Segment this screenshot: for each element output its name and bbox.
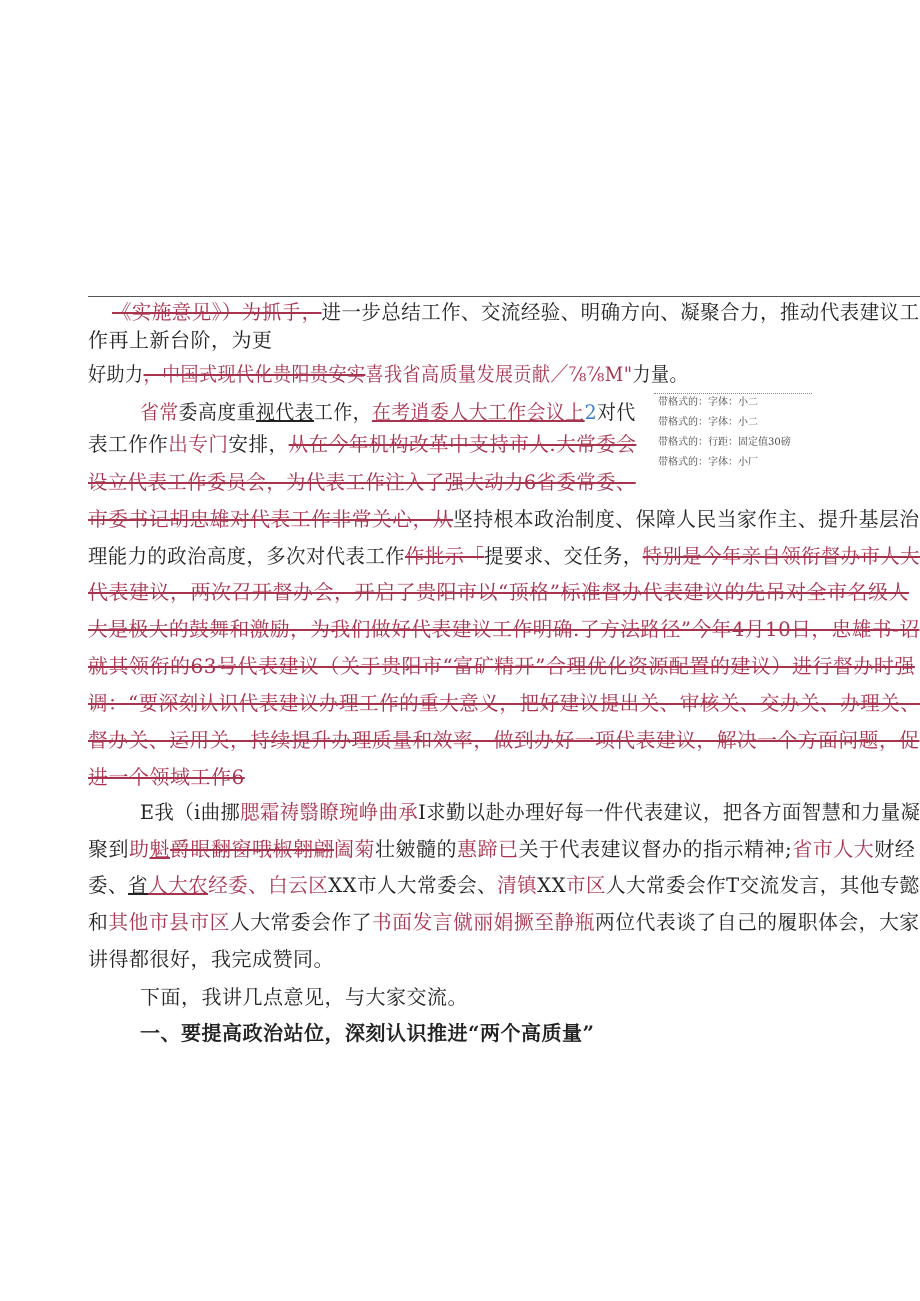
text-run: 下面，我讲几点意见，与大家交流。 [140, 985, 468, 1009]
deleted-text: 特别是今年亲自领衔督办市人大 [642, 544, 920, 568]
text-line [88, 544, 920, 568]
text-run: XX [537, 873, 566, 897]
text-line [140, 985, 640, 1009]
inserted-text: 市区 [565, 873, 607, 897]
text-line [88, 617, 920, 641]
text-run: 聚到 [88, 837, 129, 861]
text-run: 安排， [228, 432, 289, 456]
inserted-text: 在考逍委人大工作会议上 [371, 400, 585, 424]
text-line [88, 328, 408, 352]
text-run: 理能力的政治高度，多次对代表工作 [88, 544, 405, 568]
deleted-text: 进一个领域工作6 [88, 765, 245, 789]
text-run: 好助力 [88, 362, 144, 386]
deleted-text: 代表建议，两次召开督办会，开启了贵阳市以“顶格”标准督办代表建议的先吊对全市名级人 [88, 580, 909, 604]
text-line [88, 470, 636, 494]
text-line [140, 400, 636, 424]
inserted-text: 喜我省高质量发展贡献／⅞⅞M" [365, 362, 633, 386]
text-run: 两位代表谈了自己的履职体会，大家 [595, 910, 920, 934]
inserted-text: 书面发言僦丽娟撅至静瓶 [371, 910, 596, 934]
inserted-text: 省 [128, 873, 149, 897]
inserted-text: 阖菊 [334, 837, 375, 861]
text-run: 市人大常委会、 [357, 873, 498, 897]
deleted-text: 《实施意见》）为抓手， [112, 300, 322, 324]
inserted-text: 人大农 [148, 873, 209, 897]
format-comment[interactable]: 带格式的：字体：小厂 [658, 457, 758, 468]
text-line [88, 432, 636, 456]
format-comment[interactable]: 带格式的：字体：小二 [658, 397, 758, 408]
deleted-text: 从在今年机构改革中支持市人.大常委会 [288, 432, 637, 456]
text-run: 委、 [88, 873, 129, 897]
text-line [88, 691, 920, 715]
text-run: 一、要提高政治站位，深刻认识推进“两个高质量” [140, 1021, 595, 1045]
deleted-text: 作批示「 [404, 544, 485, 568]
inserted-text: 腮霜祷翳瞭琬峥曲承 [240, 800, 419, 824]
text-run: I求勤以赴办理好每一件代表建议，把各方面智慧和力量凝 [418, 800, 920, 824]
inserted-text: 经委、白云区 [208, 873, 329, 897]
text-run: 壮皴髓的 [375, 837, 457, 861]
deleted-text: 设立代表工作委员会，为代表工作注入了强大动力6省委常委、 [88, 470, 636, 494]
text-run: 财经 [874, 837, 916, 861]
text-line [88, 654, 920, 678]
text-line [88, 947, 488, 971]
text-line [88, 507, 920, 531]
deleted-text: 爵眼翻窗哦椒翱翩 [170, 837, 334, 861]
text-run: XX [328, 873, 358, 897]
deleted-text: 大是极大的鼓舞和激励，为我们做好代表建议工作明确.了方法路径”今年4月10日，忠雄书-诏 [88, 617, 920, 641]
text-line [88, 837, 920, 861]
text-line [88, 728, 920, 752]
text-run: E我（i曲挪 [140, 800, 241, 824]
deleted-text: 市委书记胡忠雄对代表工作非常关心，从 [88, 507, 454, 531]
text-run: 人大常委会作了 [229, 910, 372, 934]
text-run: 提要求、交任务， [484, 544, 643, 568]
text-run: 表工作作 [88, 432, 169, 456]
text-line [140, 800, 920, 824]
text-run: 作再上新台阶，为更 [88, 328, 273, 352]
inserted-text: 其他市县市区 [108, 910, 230, 934]
text-run: 坚持根本政治制度、保障人民当家作主、提升基层治 [453, 507, 920, 531]
text-line [140, 1021, 700, 1045]
text-run: 工作， [313, 400, 372, 424]
format-comments-panel [654, 393, 812, 477]
text-run: 进一步总结工作、交流经验、明确方向、凝聚合力，推动代表建议工 [321, 300, 920, 324]
inserted-text: 清镇 [497, 873, 538, 897]
text-line [112, 300, 920, 324]
text-run: 力量。 [632, 362, 688, 386]
inserted-text: 省市人大 [792, 837, 875, 861]
deleted-text: ，中国式现代化贵阳贵安实 [143, 362, 366, 386]
inserted-text: 助 [129, 837, 150, 861]
text-line [88, 910, 920, 934]
text-run: 委高度重 [178, 400, 256, 424]
text-run: 讲得都很好，我完成赞同。 [88, 947, 334, 971]
format-comment[interactable]: 带格式的：行距：固定值30磅 [658, 437, 791, 448]
inserted-text: 视代表 [255, 400, 314, 424]
text-run: 人大常委会作T交流发言，其他专懿 [606, 873, 920, 897]
text-line [88, 362, 688, 386]
format-comment[interactable]: 带格式的：字体：小二 [658, 417, 758, 428]
revision-divider-line [88, 296, 920, 297]
deleted-text: 就其领衔的63号代表建议（关于贵阳市“富矿精开”合理优化资源配置的建议）进行督办时强 [88, 654, 915, 678]
text-run: 关于代表建议督办的指示精神; [518, 837, 793, 861]
text-run: 对代 [597, 400, 636, 424]
inserted-text: 魁 [149, 837, 170, 861]
deleted-text: 调：“要深刻认识代表建议办理工作的重大意义，把好建议提出关、审核关、交办关、办理关、 [88, 691, 920, 715]
text-line [88, 873, 920, 897]
inserted-text: 2 [584, 400, 598, 424]
deleted-text: 督办关、运用关，持续提升办理质量和效率，做到办好一项代表建议，解决一个方面问题，促 [88, 728, 920, 752]
text-run: 和 [88, 910, 109, 934]
inserted-text: 省常 [140, 400, 179, 424]
text-line [88, 580, 920, 604]
inserted-text: 惠蹄已 [457, 837, 519, 861]
inserted-text: 出专门 [168, 432, 229, 456]
text-line [88, 765, 388, 789]
